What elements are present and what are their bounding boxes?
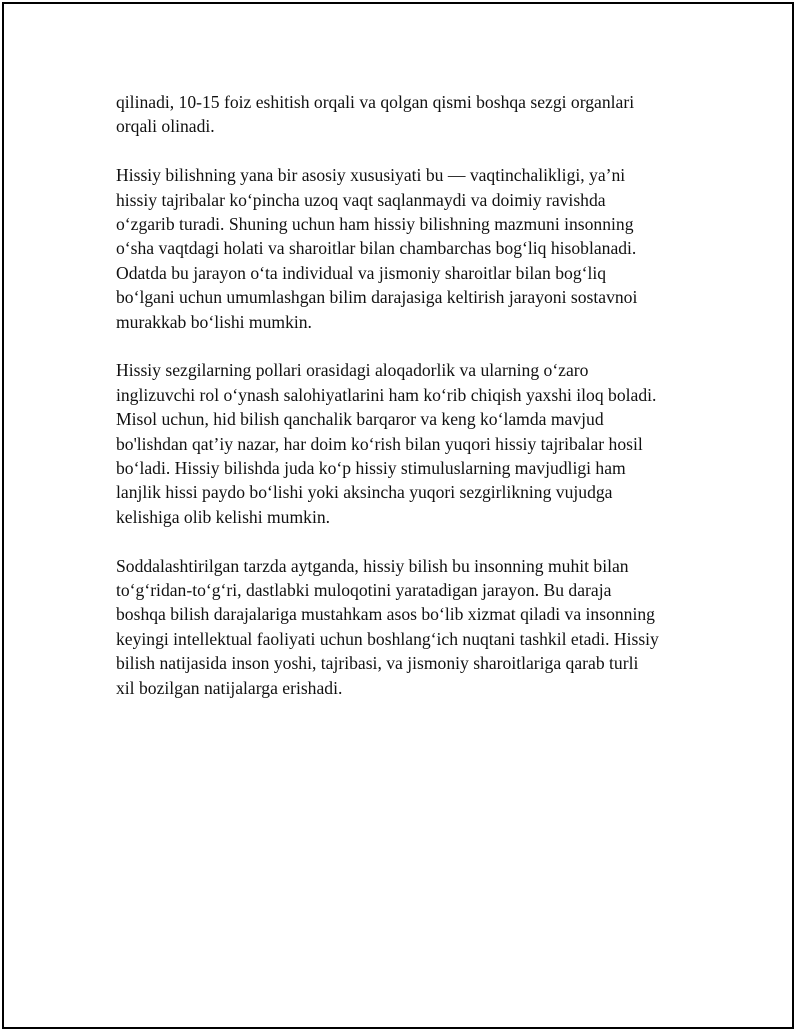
text-line: to‘g‘ridan-to‘g‘ri, dastlabki muloqotini yaratadigan jarayon. Bu daraja	[116, 580, 612, 601]
text-line: bo‘ladi. Hissiy bilishda juda ko‘p hissiy stimuluslarning mavjudligi ham	[116, 458, 626, 479]
text-line: o‘zgarib turadi. Shuning uchun ham hissiy bilishning mazmuni insonning	[116, 214, 634, 235]
text-line: hissiy tajribalar ko‘pincha uzoq vaqt saqlanmaydi va doimiy ravishda	[116, 189, 606, 210]
text-line: xil bozilgan natijalarga erishadi.	[116, 677, 343, 698]
text-line: Odatda bu jarayon o‘ta individual va jismoniy sharoitlar bilan bog‘liq	[116, 262, 607, 283]
text-line: lanjlik hissi paydo bo‘lishi yoki aksincha yuqori sezgirlikning vujudga	[116, 482, 613, 503]
text-line: keyingi intellektual faoliyati uchun boshlang‘ich nuqtani tashkil etadi. Hissiy	[116, 628, 659, 649]
text-line: boshqa bilish darajalariga mustahkam asos bo‘lib xizmat qiladi va insonning	[116, 604, 655, 625]
text-line: bo‘lgani uchun umumlashgan bilim darajasiga keltirish jarayoni sostavnoi	[116, 287, 638, 308]
text-line: inglizuvchi rol o‘ynash salohiyatlarini ham ko‘rib chiqish yaxshi iloq boladi.	[116, 384, 657, 405]
text-line: bilish natijasida inson yoshi, tajribasi, va jismoniy sharoitlariga qarab turli	[116, 653, 639, 674]
text-line: Hissiy bilishning yana bir asosiy xususiyati bu — vaqtinchalikligi, ya’ni	[116, 165, 626, 186]
text-line: orqali olinadi.	[116, 116, 215, 137]
text-line: Soddalashtirilgan tarzda aytganda, hissiy bilish bu insonning muhit bilan	[116, 555, 629, 576]
text-line: kelishiga olib kelishi mumkin.	[116, 506, 331, 527]
text-line: bo'lishdan qat’iy nazar, har doim ko‘rish bilan yuqori hissiy tajribalar hosil	[116, 433, 643, 454]
text-line: qilinadi, 10-15 foiz eshitish orqali va qolgan qismi boshqa sezgi organlari	[116, 92, 635, 112]
paragraph-4	[116, 554, 696, 700]
text-line: Misol uchun, hid bilish qanchalik barqaror va keng ko‘lamda mavjud	[116, 409, 604, 430]
document-body	[116, 90, 696, 725]
paragraph-1	[116, 90, 696, 139]
text-line: o‘sha vaqtdagi holati va sharoitlar bilan chambarchas bog‘liq hisoblanadi.	[116, 238, 637, 259]
paragraph-3	[116, 358, 696, 529]
text-line: Hissiy sezgilarning pollari orasidagi aloqadorlik va ularning o‘zaro	[116, 360, 589, 381]
text-line: murakkab bo‘lishi mumkin.	[116, 311, 312, 332]
paragraph-2	[116, 163, 696, 334]
